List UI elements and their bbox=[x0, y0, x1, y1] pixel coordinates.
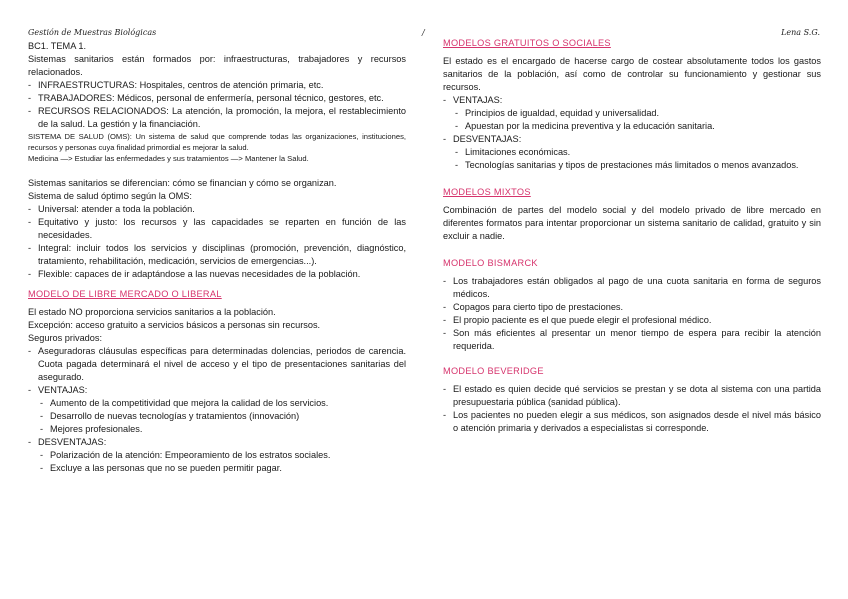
list-item: - Polarización de la atención: Empeoramiento de los estratos sociales. bbox=[28, 449, 406, 462]
section-heading-mixtos: MODELOS MIXTOS bbox=[443, 187, 531, 197]
list-item: - Son más eficientes al presentar un menor tiempo de espera para recibir la atención requerida. bbox=[443, 327, 821, 353]
unit-label: BC1. TEMA 1. bbox=[28, 41, 87, 51]
gratuitos-ventajas-group bbox=[443, 94, 821, 107]
gratuitos-ventajas-list bbox=[443, 107, 821, 133]
gratuitos-desventajas-list bbox=[443, 146, 821, 172]
list-item: - Los pacientes no pueden elegir a sus médicos, son asignados desde el nivel más básico o atención primaria y derivados a especialistas si corresponde. bbox=[443, 409, 821, 435]
list-item: - Tecnologías sanitarias y tipos de prestaciones más limitados o menos avanzados. bbox=[443, 159, 821, 172]
diferencian-paragraph: Sistemas sanitarios se diferencian: cómo se financian y cómo se organizan. bbox=[28, 178, 337, 188]
desventajas-list bbox=[28, 449, 406, 475]
libre-list bbox=[28, 345, 406, 397]
components-list bbox=[28, 79, 406, 131]
optimo-paragraph: Sistema de salud óptimo según la OMS: bbox=[28, 191, 192, 201]
list-item: - Aumento de la competitividad que mejora la calidad de los servicios. bbox=[28, 397, 406, 410]
running-header-title: Gestión de Muestras Biológicas bbox=[28, 28, 157, 37]
ventajas-label: - VENTAJAS: bbox=[443, 94, 821, 107]
list-item: - Aseguradoras cláusulas específicas para determinadas dolencias, periodos de carencia. Cuota pagada determinará el nivel de acceso y el tipo de presentaciones sanitarias del asegurado. bbox=[28, 345, 406, 384]
desventajas-label: - DESVENTAJAS: bbox=[28, 436, 406, 449]
list-item: - Los trabajadores están obligados al pago de una cuota sanitaria en forma de seguros médicos. bbox=[443, 275, 821, 301]
gratuitos-paragraph: El estado es el encargado de hacerse cargo de costear absolutamente todos los gastos sanitarios de la población, así como de controlar su funcionamiento y gestionar sus recursos. bbox=[443, 56, 821, 92]
right-column bbox=[443, 37, 821, 435]
running-header-author: Lena S.G. bbox=[781, 28, 820, 37]
list-item: - Mejores profesionales. bbox=[28, 423, 406, 436]
ventajas-label: - VENTAJAS: bbox=[28, 384, 406, 397]
optimo-list bbox=[28, 203, 406, 281]
section-heading-gratuitos: MODELOS GRATUITOS O SOCIALES bbox=[443, 38, 611, 48]
list-item: - Integral: incluir todos los servicios y disciplinas (promoción, prevención, diagnóstico, tratamiento, rehabilitación, medicación, servicios de emergencias...). bbox=[28, 242, 406, 268]
list-item: - Desarrollo de nuevas tecnologías y tratamientos (innovación) bbox=[28, 410, 406, 423]
section-heading-bismarck: MODELO BISMARCK bbox=[443, 258, 538, 268]
list-item: - Limitaciones económicas. bbox=[443, 146, 821, 159]
list-item: - Universal: atender a toda la población. bbox=[28, 203, 406, 216]
desventajas-group bbox=[28, 436, 406, 449]
list-item: - Excluye a las personas que no se pueden permitir pagar. bbox=[28, 462, 406, 475]
libre-paragraph-3: Seguros privados: bbox=[28, 333, 103, 343]
list-item: - RECURSOS RELACIONADOS: La atención, la promoción, la mejora, el restablecimiento de la salud. La gestión y la financiación. bbox=[28, 105, 406, 131]
section-heading-beveridge: MODELO BEVERIDGE bbox=[443, 366, 544, 376]
list-item: - Flexible: capaces de ir adaptándose a las nuevas necesidades de la población. bbox=[28, 268, 406, 281]
list-item: - Copagos para cierto tipo de prestaciones. bbox=[443, 301, 821, 314]
libre-paragraph-1: El estado NO proporciona servicios sanitarios a la población. bbox=[28, 307, 276, 317]
bismarck-list bbox=[443, 275, 821, 353]
gratuitos-desventajas-group bbox=[443, 133, 821, 146]
intro-paragraph: Sistemas sanitarios están formados por: infraestructuras, trabajadores y recursos relacionados. bbox=[28, 54, 406, 77]
list-item: - INFRAESTRUCTURAS: Hospitales, centros de atención primaria, etc. bbox=[28, 79, 406, 92]
desventajas-label: - DESVENTAJAS: bbox=[443, 133, 821, 146]
medicina-line: Medicina —> Estudiar las enfermedades y sus tratamientos —> Mantener la Salud. bbox=[28, 154, 309, 163]
list-item: - TRABAJADORES: Médicos, personal de enfermería, personal técnico, gestores, etc. bbox=[28, 92, 406, 105]
left-column bbox=[28, 40, 406, 475]
ventajas-list bbox=[28, 397, 406, 436]
oms-definition: SISTEMA DE SALUD (OMS): Un sistema de salud que comprende todas las organizaciones, instituciones, recursos y personas cuya finalidad primordial es mejorar la salud. bbox=[28, 132, 406, 152]
list-item: - El propio paciente es el que puede elegir el profesional médico. bbox=[443, 314, 821, 327]
running-header-separator: / bbox=[422, 28, 425, 37]
list-item: - Apuestan por la medicina preventiva y la educación sanitaria. bbox=[443, 120, 821, 133]
list-item: - Principios de igualdad, equidad y universalidad. bbox=[443, 107, 821, 120]
list-item: - Equitativo y justo: los recursos y las capacidades se reparten en función de las necesidades. bbox=[28, 216, 406, 242]
libre-paragraph-2: Excepción: acceso gratuito a servicios básicos a personas sin recursos. bbox=[28, 320, 321, 330]
list-item: - El estado es quien decide qué servicios se prestan y se dota al sistema con una partida presupuestaria pública (sanidad pública). bbox=[443, 383, 821, 409]
mixtos-paragraph: Combinación de partes del modelo social y del modelo privado de libre mercado en diferentes formatos para intentar proporcionar un sistema sanitario de calidad, gratuito y sin excluir a nadie. bbox=[443, 205, 821, 241]
section-heading-libre-mercado: MODELO DE LIBRE MERCADO O LIBERAL bbox=[28, 289, 222, 299]
beveridge-list bbox=[443, 383, 821, 435]
